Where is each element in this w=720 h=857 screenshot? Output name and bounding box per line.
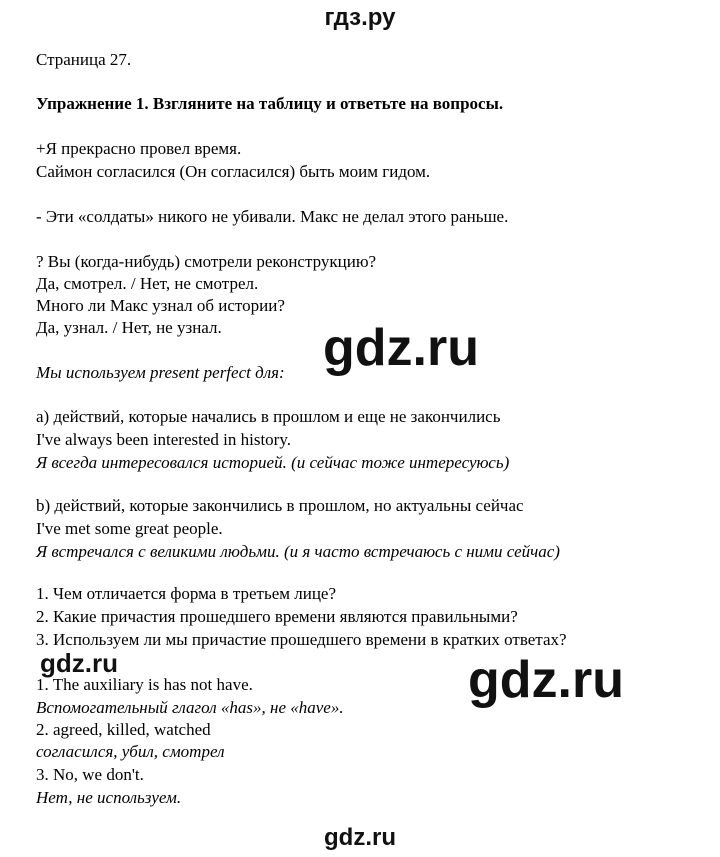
answer-ru-line: Вспомогательный глагол «has», не «have». xyxy=(36,698,344,717)
answer-ru-line: Нет, не используем. xyxy=(36,788,182,807)
exercise-title: Упражнение 1. Взгляните на таблицу и ответьте на вопросы. xyxy=(36,94,504,113)
answer-en-line: 2. agreed, killed, watched xyxy=(36,720,211,739)
usage-b-text: b) действий, которые закончились в прошлом, но актуальны сейчас xyxy=(36,496,524,515)
site-footer-logo[interactable]: gdz.ru xyxy=(324,824,396,851)
question-example-line: ? Вы (когда-нибудь) смотрели реконструкцию? xyxy=(36,252,377,271)
question-line: 2. Какие причастия прошедшего времени являются правильными? xyxy=(36,607,518,626)
question-example-line: Да, узнал. / Нет, не узнал. xyxy=(36,318,222,337)
question-example-line: Много ли Макс узнал об истории? xyxy=(36,296,285,315)
question-line: 3. Используем ли мы причастие прошедшего времени в кратких ответах? xyxy=(36,630,567,649)
negative-example-line: - Эти «солдаты» никого не убивали. Макс не делал этого раньше. xyxy=(36,207,509,226)
watermark: gdz.ru xyxy=(468,651,624,709)
site-header-logo[interactable]: гдз.ру xyxy=(324,4,396,31)
usage-b-example-en: I've met some great people. xyxy=(36,519,223,538)
question-line: 1. Чем отличается форма в третьем лице? xyxy=(36,584,337,603)
answer-ru-line: согласился, убил, смотрел xyxy=(36,742,225,761)
usage-a-example-ru: Я всегда интересовался историей. (и сейчас тоже интересуюсь) xyxy=(36,453,510,472)
answer-en-line: 1. The auxiliary is has not have. xyxy=(36,675,253,694)
usage-a-text: a) действий, которые начались в прошлом и еще не закончились xyxy=(36,407,501,426)
answer-en-line: 3. No, we don't. xyxy=(36,765,144,784)
question-example-line: Да, смотрел. / Нет, не смотрел. xyxy=(36,274,259,293)
page-number: Страница 27. xyxy=(36,50,132,69)
usage-a-example-en: I've always been interested in history. xyxy=(36,430,291,449)
plus-example-line: +Я прекрасно провел время. xyxy=(36,139,242,158)
usage-b-example-ru: Я встречался с великими людьми. (и я часто встречаюсь с ними сейчас) xyxy=(36,542,560,561)
watermark: gdz.ru xyxy=(40,648,118,678)
plus-example-line: Саймон согласился (Он согласился) быть моим гидом. xyxy=(36,162,431,181)
usage-intro: Мы используем present perfect для: xyxy=(36,363,285,382)
watermark: gdz.ru xyxy=(323,319,479,377)
